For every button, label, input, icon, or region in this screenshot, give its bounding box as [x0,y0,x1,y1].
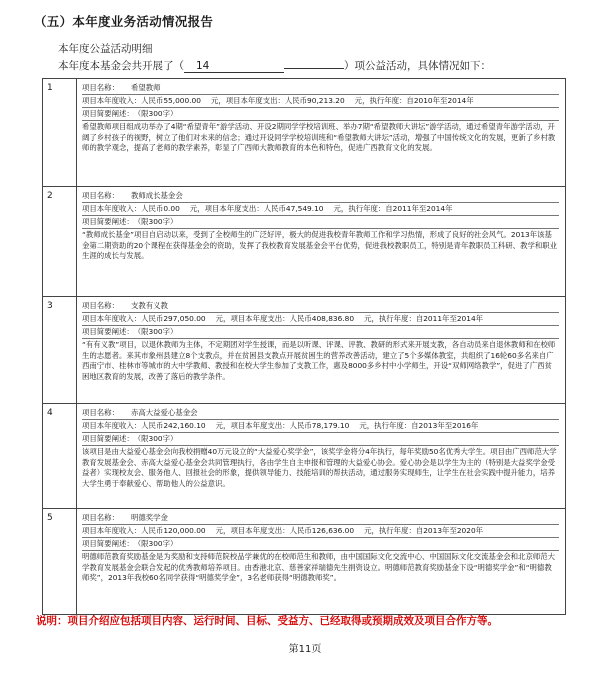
project-name-row [82,407,559,420]
project-number: 1 [43,79,77,187]
instruction-note: 说明：项目介绍应包括项目内容、运行时间、目标、受益方、已经取得或预期成效及项目合作方等。 [36,615,498,627]
project-expense: 人民币47,549.10 [263,204,324,213]
project-expense: 人民币78,179.10 [289,421,350,430]
project-name-label: 项目名称： [82,83,119,92]
income-unit: 元， [215,314,231,323]
project-detail [77,187,566,297]
to-label: 年至 [442,314,457,323]
start-year: 2013 [423,526,443,535]
project-expense: 人民币126,636.00 [289,526,355,535]
expense-label: 项目本年度支出： [225,96,285,105]
project-name-row [82,82,559,95]
project-description: 该项目是由大益爱心基金会向我校捐赠40万元设立的“大益爱心奖学金”，该奖学金将分4年执行，每年奖励50名优秀大学生。项目由广西师范大学教育发展基金会、赤高大益爱心基金会共同管理执行，各由学生自主申报和管理的大益爱心协会。爱心协会是以学生为主的（特别是大益奖学金受益者）实现校友会、服务他人、回报社会的形象，提供领导能力、技能培训的帮扶活动，通过服务实现师生，让学生在社会实践中提升能力，培养大学生勇于奉献爱心、帮助他人的公益意识。 [82,447,557,488]
project-row [43,79,566,187]
project-description: “教师成长基金”项目自启动以来，受到了全校师生的广泛好评，极大的促进我校青年教师工作和学习热情，形成了良好的社会风气。2013年该基金第二期资助的20个课程在获得基金会的资助，发挥了我校教育发展基金会平台优势，促进我校教职员工，特别是青年教职员工科研、教学和职业生涯的成长与发展。 [82,230,558,261]
project-number: 2 [43,187,77,297]
count-prefix: 本年度本基金会共开展了（ [58,60,184,72]
project-row [43,404,566,509]
end-year: 2014 [447,96,467,105]
project-income: 人民币120,000.00 [141,526,206,535]
project-detail [77,509,566,615]
project-finance-row [82,95,559,108]
project-name: 教师成长基金会 [130,191,183,200]
period-label: 执行年度：自 [374,421,419,430]
expense-label: 项目本年度支出： [230,314,290,323]
project-description: 希望教师项目组成功举办了4期“希望青年”游学活动、开设2期同学学校培训班、举办7期“希望教师大讲坛”游学活动，通过希望青年游学活动，开阔了乡村孩子的视野，树立了他们对未来的信念；通过开设同学学校培训班和“希望教师大讲坛”活动，增强了中国传统文化的发展，更新了乡村教师的教学观念，提高了老师的教学素养，彰显了广西师大教师教育的本色和特色，促进广西教育文化的发展。 [82,122,556,153]
project-finance-row [82,313,559,326]
start-year: 2010 [413,96,433,105]
end-year: 2016 [452,421,471,430]
end-year: 2014 [456,314,476,323]
period-label: 执行年度：自 [378,526,424,535]
project-name-label: 项目名称： [82,408,119,417]
income-label: 项目本年度收入： [82,96,142,105]
count-suffix: ）项公益活动，具体情况如下： [344,60,491,72]
project-income: 人民币242,160.10 [141,421,206,430]
income-label: 项目本年度收入： [82,314,142,323]
project-finance-row [82,420,559,433]
summary-label: 项目简要阐述： [82,217,134,226]
project-name-row [82,190,559,203]
income-unit: 元， [215,526,231,535]
period-label: 执行年度：自 [369,96,414,105]
project-expense: 人民币90,213.20 [284,96,345,105]
project-detail [77,404,566,509]
project-name: 明德奖学金 [130,513,168,522]
start-year: 2013 [418,421,438,430]
period-label: 执行年度：自 [348,204,393,213]
summary-label: 项目简要阐述： [82,539,134,548]
project-name-row [82,512,559,525]
expense-unit: 元， [333,204,349,213]
expense-label: 项目本年度支出： [204,204,264,213]
summary-label: 项目简要阐述： [82,109,134,118]
summary-label-row [82,538,559,551]
project-row [43,297,566,404]
expense-label: 项目本年度支出： [230,421,290,430]
expense-unit: 元， [359,421,375,430]
project-table [42,78,566,615]
summary-limit: （限300字） [133,217,178,226]
year-label: 年 [466,96,474,105]
summary-limit: （限300字） [133,434,178,443]
year-label: 年 [470,421,479,430]
summary-limit: （限300字） [133,327,178,336]
project-finance-row [82,203,559,216]
end-year: 2014 [426,204,446,213]
income-label: 项目本年度收入： [82,421,142,430]
section-heading: （五）本年度业务活动情况报告 [34,14,214,29]
summary-label-row [82,326,559,339]
expense-unit: 元， [364,526,379,535]
project-expense: 人民币408,836.80 [289,314,355,323]
year-label: 年 [475,314,484,323]
project-name: 赤高大益爱心基金会 [130,408,198,417]
project-row [43,509,566,615]
project-name-row [82,300,559,313]
start-year: 2011 [392,204,412,213]
income-unit: 元， [210,96,226,105]
summary-limit: （限300字） [133,539,178,548]
project-finance-row [82,525,559,538]
summary-label: 项目简要阐述： [82,327,134,336]
project-name-label: 项目名称： [82,513,119,522]
summary-label-row [82,433,559,446]
expense-unit: 元， [354,96,370,105]
project-name: 希望教师 [130,83,161,92]
income-unit: 元， [189,204,205,213]
summary-limit: （限300字） [133,109,178,118]
period-label: 执行年度：自 [378,314,424,323]
project-income: 人民币297,050.00 [141,314,206,323]
to-label: 年至 [411,204,427,213]
income-unit: 元， [215,421,231,430]
project-number: 3 [43,297,77,404]
summary-label-row [82,108,559,121]
activity-count-line [58,58,491,73]
to-label: 年至 [437,421,453,430]
count-blank [284,68,344,69]
activity-detail-title: 本年度公益活动明细 [58,43,153,55]
expense-label: 项目本年度支出： [230,526,290,535]
expense-unit: 元， [364,314,379,323]
to-label: 年至 [432,96,448,105]
income-label: 项目本年度收入： [82,526,142,535]
to-label: 年至 [442,526,457,535]
page-number: 第11页 [288,644,322,655]
project-row [43,187,566,297]
summary-label-row [82,216,559,229]
summary-label: 项目简要阐述： [82,434,134,443]
project-description: “有有义教”项目，以退休教师为主体，不定期团对学生授课，而是以听课、评课、评教、教研的形式来开展支教，各自动员来自退休教师和在校师生的志愿者。来其市象州县建立8个支教点，并在贫困县支教点开展贫困生的营养改善活动，建立了5个多媒体教室，共组织了16轮60多名来自广西南宁市、桂林市等城市的大中学教师、教授和在校大学生参加了支教工作，惠及8000多乡村中小学师生，开设“双师网络教学”，促进了广西贫困地区教育的发展，改善了落后的教学条件。 [82,340,556,381]
project-detail [77,79,566,187]
year-label: 年 [445,204,453,213]
project-name: 支教有义教 [130,301,168,310]
project-name-label: 项目名称： [82,191,119,200]
project-number: 4 [43,404,77,509]
project-income: 人民币55,000.00 [141,96,201,105]
start-year: 2011 [423,314,443,323]
project-description: 明德师范教育奖励基金是为奖励和支持师范院校品学兼优的在校师范生和教师，由中国国际文化交流中心、中国国际文化交流基金会和北京师范大学教育发展基金会联合发起的优秀教师培养项目。由香港北京、慈善家祥瑞德先生捐资设立。明德师范教育奖励基金下设“明德奖学金”和“明德教师奖”，2013年我校60名同学获得“明德奖学金”，3名老师获得“明德教师奖”。 [82,552,556,583]
project-number: 5 [43,509,77,615]
project-detail [77,297,566,404]
activity-count-field: 14 [184,60,284,73]
year-label: 年 [475,526,484,535]
project-income: 人民币0.00 [141,204,180,213]
project-name-label: 项目名称： [82,301,119,310]
end-year: 2020 [456,526,476,535]
income-label: 项目本年度收入： [82,204,142,213]
